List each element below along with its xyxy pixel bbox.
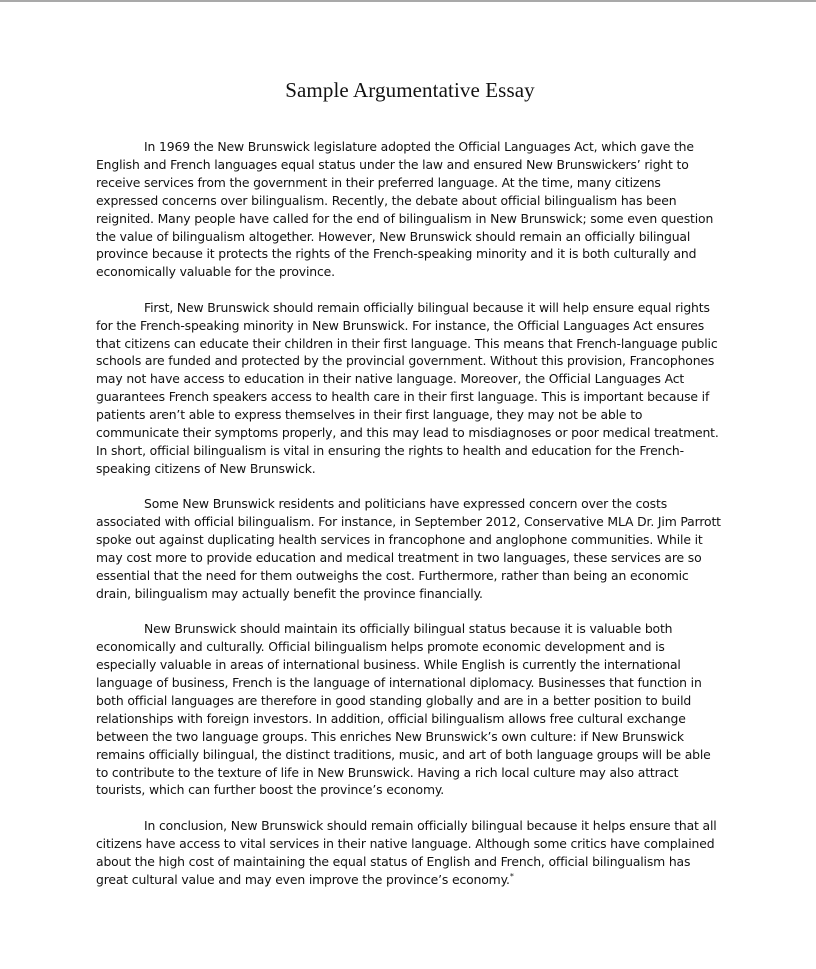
paragraph-equal-rights: First, New Brunswick should remain officially bilingual because it will help ensure equal rights for the French-speaking minority in New Brunswick. For instance, the Official Languages Act ensures that citizens can educate their children in their first language. This means that French-language public schools are funded and protected by the provincial government. Without this provision, Francophones may not have access to education in their native language. Moreover, the Official Languages Act guarantees French speakers access to health care in their first language. This is important because if patients aren’t able to express themselves in their first language, they may not be able to communicate their symptoms properly, and this may lead to misdiagnoses or poor medical treatment. In short, official bilingualism is vital in ensuring the rights to health and education for the French-speaking citizens of New Brunswick. [96, 299, 719, 476]
document-page [96, 78, 724, 906]
paragraph-introduction: In 1969 the New Brunswick legislature adopted the Official Languages Act, which gave the English and French languages equal status under the law and ensured New Brunswickers’ right to receive services from the government in their preferred language. At the time, many citizens expressed concerns over bilingualism. Recently, the debate about official bilingualism has been reignited. Many people have called for the end of bilingualism in New Brunswick; some even question the value of bilingualism altogether. However, New Brunswick should remain an officially bilingual province because it protects the rights of the French-speaking minority and it is both culturally and economically valuable for the province. [96, 139, 714, 280]
page-top-border [0, 0, 816, 2]
conclusion-text: In conclusion, New Brunswick should remain officially bilingual because it helps ensure that all citizens have access to vital services in their native language. Although some critics have complained about the high cost of maintaining the equal status of English and French, official bilingualism has great cultural value and may even improve the province’s economy. [96, 817, 717, 887]
essay-title: Sample Argumentative Essay [285, 78, 535, 102]
paragraph-conclusion [96, 817, 724, 889]
paragraph-costs: Some New Brunswick residents and politicians have expressed concern over the costs associated with official bilingualism. For instance, in September 2012, Conservative MLA Dr. Jim Parrott spoke out against duplicating health services in francophone and anglophone communities. While it may cost more to provide education and medical treatment in two languages, these services are so essential that the need for them outweighs the cost. Furthermore, rather than being an economic drain, bilingualism may actually benefit the province financially. [96, 496, 721, 601]
paragraph-economic-cultural: New Brunswick should maintain its officially bilingual status because it is valuable both economically and culturally. Official bilingualism helps promote economic development and is especially valuable in areas of international business. While English is currently the international language of business, French is the language of international diplomacy. Businesses that function in both official languages are therefore in good standing globally and are in a better position to build relationships with foreign investors. In addition, official bilingualism allows free cultural exchange between the two language groups. This enriches New Brunswick’s own culture: if New Brunswick remains officially bilingual, the distinct traditions, music, and art of both language groups will be able to contribute to the texture of life in New Brunswick. Having a rich local culture may also attract tourists, which can further boost the province’s economy. [96, 621, 711, 798]
footnote-marker: * [509, 871, 514, 881]
